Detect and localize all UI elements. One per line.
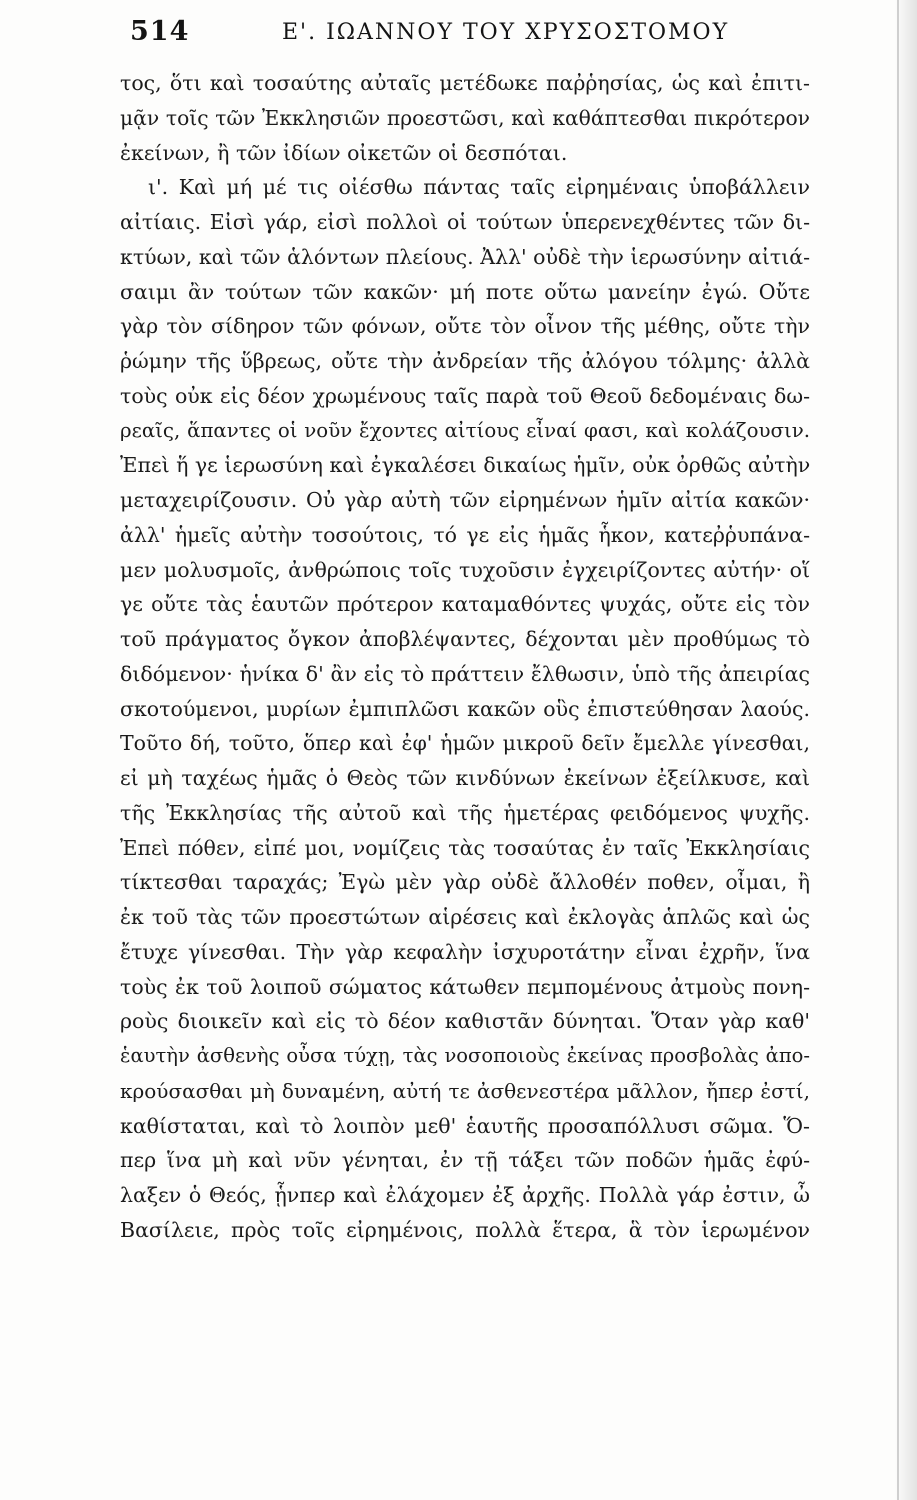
text-line: ρεαῖς, ἅπαντες οἱ νοῦν ἔχοντες αἰτίους εἶναί φασι, καὶ κολάζουσιν. (120, 418, 810, 442)
text-line: ἑαυτὴν ἀσθενὴς οὖσα τύχῃ, τὰς νοσοποιοὺς ἐκείνας προσβολὰς ἀπο- (120, 1044, 810, 1067)
section-start-line: ι'. Καὶ μή μέ τις οἰέσθω πάντας ταῖς εἰρημέναις ὑποβάλλειν (148, 175, 810, 200)
text-line: Ἐπεὶ ἥ γε ἱερωσύνη καὶ ἐγκαλέσει δικαίως ἡμῖν, οὐκ ὀρθῶς αὐτὴν (120, 453, 810, 478)
page-edge-line (897, 0, 899, 1500)
text-line: Βασίλειε, πρὸς τοῖς εἰρημένοις, πολλὰ ἕτερα, ἃ τὸν ἱερωμένον (120, 1217, 810, 1242)
text-line: τίκτεσθαι ταραχάς; Ἐγὼ μὲν γὰρ οὐδὲ ἄλλοθέν ποθεν, οἶμαι, ἢ (120, 870, 810, 895)
text-line: περ ἵνα μὴ καὶ νῦν γένηται, ἐν τῇ τάξει τῶν ποδῶν ἡμᾶς ἐφύ- (120, 1148, 810, 1173)
body-text (120, 66, 810, 1248)
text-line: τῆς Ἐκκλησίας τῆς αὐτοῦ καὶ τῆς ἡμετέρας φειδόμενος ψυχῆς. (120, 800, 810, 825)
text-line: λαξεν ὁ Θεός, ᾗνπερ καὶ ἐλάχομεν ἐξ ἀρχῆς. Πολλὰ γάρ ἐστιν, ὦ (120, 1183, 810, 1207)
text-line: τοὺς οὐκ εἰς δέον χρωμένους ταῖς παρὰ τοῦ Θεοῦ δεδομέναις δω- (120, 383, 810, 408)
text-line: μᾷν τοῖς τῶν Ἐκκλησιῶν προεστῶσι, καὶ καθάπτεσθαι πικρότερον (120, 105, 810, 130)
text-line: τοὺς ἐκ τοῦ λοιποῦ σώματος κάτωθεν πεμπομένους ἀτμοὺς πονη- (120, 974, 810, 999)
page-header (130, 16, 820, 52)
text-line: ἔτυχε γίνεσθαι. Τὴν γὰρ κεφαλὴν ἰσχυροτάτην εἶναι ἐχρῆν, ἵνα (120, 939, 810, 964)
text-line: ἐκ τοῦ τὰς τῶν προεστώτων αἱρέσεις καὶ ἐκλογὰς ἁπλῶς καὶ ὡς (120, 905, 810, 929)
text-line: σαιμι ἂν τούτων τῶν κακῶν· μή ποτε οὕτω μανείην ἐγώ. Οὔτε (120, 279, 810, 304)
text-line: κτύων, καὶ τῶν ἁλόντων πλείους. Ἀλλ' οὐδὲ τὴν ἱερωσύνην αἰτιά- (120, 244, 810, 269)
text-line: κρούσασθαι μὴ δυναμένη, αὐτή τε ἀσθενεστέρα μᾶλλον, ἤπερ ἐστί, (120, 1078, 810, 1103)
text-line: ἀλλ' ἡμεῖς αὐτὴν τοσούτοις, τό γε εἰς ἡμᾶς ἧκον, κατεῤῥυπάνα- (120, 522, 810, 547)
text-line: γὰρ τὸν σίδηρον τῶν φόνων, οὔτε τὸν οἶνον τῆς μέθης, οὔτε τὴν (120, 314, 810, 339)
text-line: εἰ μὴ ταχέως ἡμᾶς ὁ Θεὸς τῶν κινδύνων ἐκείνων ἐξείλκυσε, καὶ (120, 766, 810, 790)
text-line: γε οὔτε τὰς ἑαυτῶν πρότερον καταμαθόντες ψυχάς, οὔτε εἰς τὸν (120, 592, 810, 617)
text-line: διδόμενον· ἡνίκα δ' ἂν εἰς τὸ πράττειν ἔλθωσιν, ὑπὸ τῆς ἀπειρίας (120, 661, 810, 686)
text-line: ῥώμην τῆς ὕβρεως, οὔτε τὴν ἀνδρείαν τῆς ἀλόγου τόλμης· ἀλλὰ (120, 349, 810, 373)
page-number: 514 (130, 16, 190, 47)
text-line: αἰτίαις. Εἰσὶ γάρ, εἰσὶ πολλοὶ οἱ τούτων ὑπερενεχθέντες τῶν δι- (120, 210, 810, 234)
text-line: Τοῦτο δή, τοῦτο, ὅπερ καὶ ἐφ' ἡμῶν μικροῦ δεῖν ἔμελλε γίνεσθαι, (120, 731, 810, 756)
text-line: ἐκείνων, ἢ τῶν ἰδίων οἰκετῶν οἱ δεσπόται. (120, 140, 568, 165)
text-line: τος, ὅτι καὶ τοσαύτης αὐταῖς μετέδωκε παῤῥησίας, ὡς καὶ ἐπιτι- (120, 71, 810, 95)
text-line: ροὺς διοικεῖν καὶ εἰς τὸ δέον καθιστᾶν δύνηται. Ὅταν γὰρ καθ' (120, 1009, 810, 1034)
running-title: Ε'. ΙΩΑΝΝΟΥ ΤΟΥ ΧΡΥΣΟΣΤΟΜΟΥ (282, 20, 730, 45)
text-line: σκοτούμενοι, μυρίων ἐμπιπλῶσι κακῶν οὓς ἐπιστεύθησαν λαούς. (120, 696, 810, 721)
text-line: Ἐπεὶ πόθεν, εἰπέ μοι, νομίζεις τὰς τοσαύτας ἐν ταῖς Ἐκκλησίαις (120, 835, 810, 860)
text-line: μεν μολυσμοῖς, ἀνθρώποις τοῖς τυχοῦσιν ἐγχειρίζοντες αὐτήν· οἵ (120, 557, 810, 582)
text-line: τοῦ πράγματος ὄγκον ἀποβλέψαντες, δέχονται μὲν προθύμως τὸ (120, 627, 810, 651)
text-line: μεταχειρίζουσιν. Οὐ γὰρ αὐτὴ τῶν εἰρημένων ἡμῖν αἰτία κακῶν· (120, 488, 810, 512)
text-line: καθίσταται, καὶ τὸ λοιπὸν μεθ' ἑαυτῆς προσαπόλλυσι σῶμα. Ὅ- (120, 1113, 810, 1138)
